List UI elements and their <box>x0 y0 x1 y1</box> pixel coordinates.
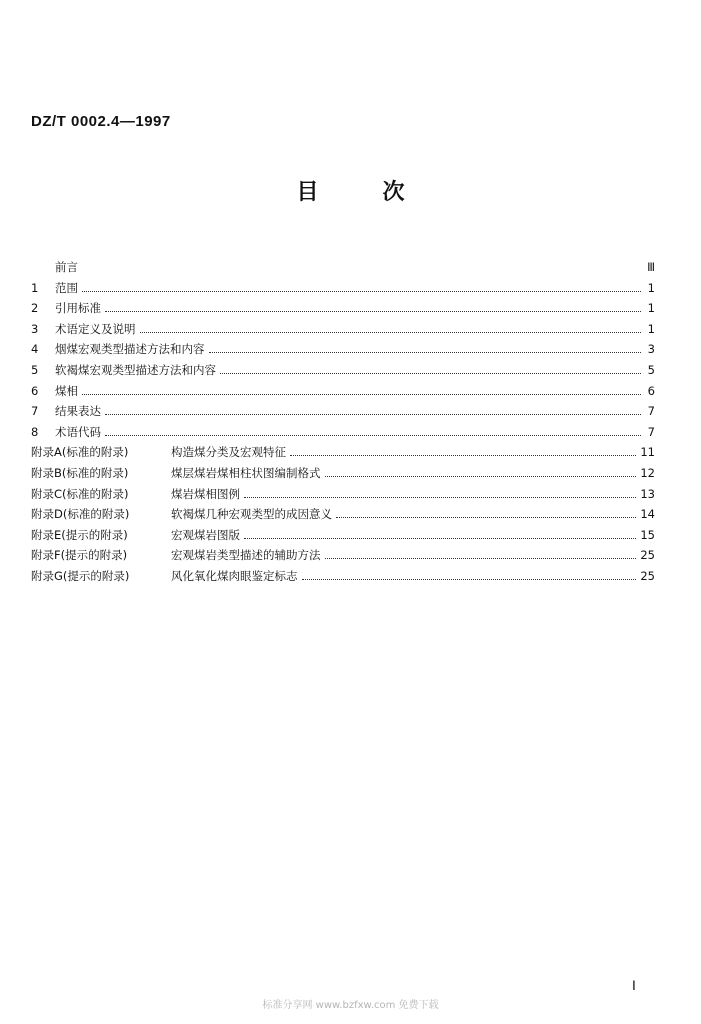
toc-entry <box>31 506 655 527</box>
toc-entry-title: 术语代码 <box>55 424 101 439</box>
toc-entry-number: 3 <box>31 321 39 336</box>
toc-entry-title: 煤岩煤相图例 <box>171 486 240 501</box>
toc-dot-leader <box>336 517 636 518</box>
toc-dot-leader <box>105 414 641 415</box>
toc-entry-page: 1 <box>647 280 655 295</box>
toc-entry <box>31 568 655 589</box>
toc-entry-title: 结果表达 <box>55 404 101 419</box>
toc-entry-annex-label: 附录D(标准的附录) <box>31 507 130 522</box>
page-number: Ⅰ <box>632 978 636 993</box>
toc-dot-leader <box>140 332 642 333</box>
toc-entry-page: 1 <box>647 321 655 336</box>
watermark: 标准分享网 www.bzfxw.com 免费下载 <box>262 1000 439 1011</box>
toc-entry-number: 5 <box>31 362 39 377</box>
toc-entry-number: 6 <box>31 383 39 398</box>
toc-entry-annex-label: 附录F(提示的附录) <box>31 548 128 563</box>
toc-entry-annex-label: 附录C(标准的附录) <box>31 486 129 501</box>
toc-entry-page: 15 <box>640 527 655 542</box>
toc-entry-page: 11 <box>640 445 655 460</box>
toc-entry <box>31 403 655 424</box>
toc-dot-leader <box>220 373 641 374</box>
toc-entry-title: 烟煤宏观类型描述方法和内容 <box>55 342 205 357</box>
toc-dot-leader <box>290 455 636 456</box>
toc-entry <box>31 321 655 342</box>
toc-entry <box>31 362 655 383</box>
toc-dot-leader <box>105 435 641 436</box>
toc-dot-leader <box>209 352 642 353</box>
toc-entry-number: 4 <box>31 342 39 357</box>
toc-entry <box>31 547 655 568</box>
toc-entry <box>31 527 655 548</box>
toc-entry <box>31 383 655 404</box>
toc-entry <box>31 341 655 362</box>
toc-entry-title: 宏观煤岩图版 <box>171 527 240 542</box>
toc-entry-page: 6 <box>647 383 655 398</box>
toc-entry <box>31 486 655 507</box>
standard-code: DZ/T 0002.4—1997 <box>31 113 171 130</box>
toc-entry-annex-label: 附录A(标准的附录) <box>31 445 129 460</box>
toc-entry-title: 范围 <box>55 280 78 295</box>
toc-dot-leader <box>325 476 637 477</box>
toc-entry-page: 13 <box>640 486 655 501</box>
toc-entry-title: 前言 <box>55 260 78 274</box>
toc-entry-page: 3 <box>647 342 655 357</box>
toc-entry-page: 12 <box>640 465 655 480</box>
toc-dot-leader <box>302 579 637 580</box>
toc-entry-page: 14 <box>640 507 655 522</box>
toc-entry-number: 1 <box>31 280 39 295</box>
toc-entry-page: 7 <box>647 404 655 419</box>
toc-entry-title: 引用标准 <box>55 301 101 316</box>
toc-entry-title: 软褐煤宏观类型描述方法和内容 <box>55 362 216 377</box>
toc-entry-page: 25 <box>640 548 655 563</box>
toc-entry-title: 构造煤分类及宏观特征 <box>171 445 286 460</box>
toc-entry-annex-label: 附录B(标准的附录) <box>31 465 129 480</box>
toc-dot-leader <box>82 291 641 292</box>
toc-entry-number: 7 <box>31 404 39 419</box>
toc-entry <box>31 280 655 301</box>
toc-entry-title: 风化氧化煤肉眼鉴定标志 <box>171 568 298 583</box>
toc-entry-title: 煤相 <box>55 383 78 398</box>
toc-dot-leader <box>82 394 641 395</box>
toc-entry-title: 软褐煤几种宏观类型的成因意义 <box>171 507 332 522</box>
toc-entry <box>31 444 655 465</box>
toc-entry-page: Ⅲ <box>647 260 655 274</box>
toc-entry <box>31 300 655 321</box>
table-of-contents <box>31 259 655 589</box>
toc-entry-page: 5 <box>647 362 655 377</box>
toc-entry-number: 8 <box>31 424 39 439</box>
toc-entry-annex-label: 附录G(提示的附录) <box>31 568 130 583</box>
toc-entry-number: 2 <box>31 301 39 316</box>
toc-entry-annex-label: 附录E(提示的附录) <box>31 527 128 542</box>
toc-entry-title: 术语定义及说明 <box>55 321 136 336</box>
toc-dot-leader <box>244 538 636 539</box>
toc-dot-leader <box>325 558 637 559</box>
toc-title: 目次 <box>296 180 469 205</box>
toc-dot-leader <box>244 497 636 498</box>
toc-entry <box>31 424 655 445</box>
toc-entry-page: 25 <box>640 568 655 583</box>
toc-entry-page: 1 <box>647 301 655 316</box>
toc-entry-page: 7 <box>647 424 655 439</box>
toc-entry-title: 煤层煤岩煤相柱状图编制格式 <box>171 465 321 480</box>
toc-entry <box>31 259 655 280</box>
toc-entry <box>31 465 655 486</box>
toc-entry-title: 宏观煤岩类型描述的辅助方法 <box>171 548 321 563</box>
toc-dot-leader <box>105 311 641 312</box>
